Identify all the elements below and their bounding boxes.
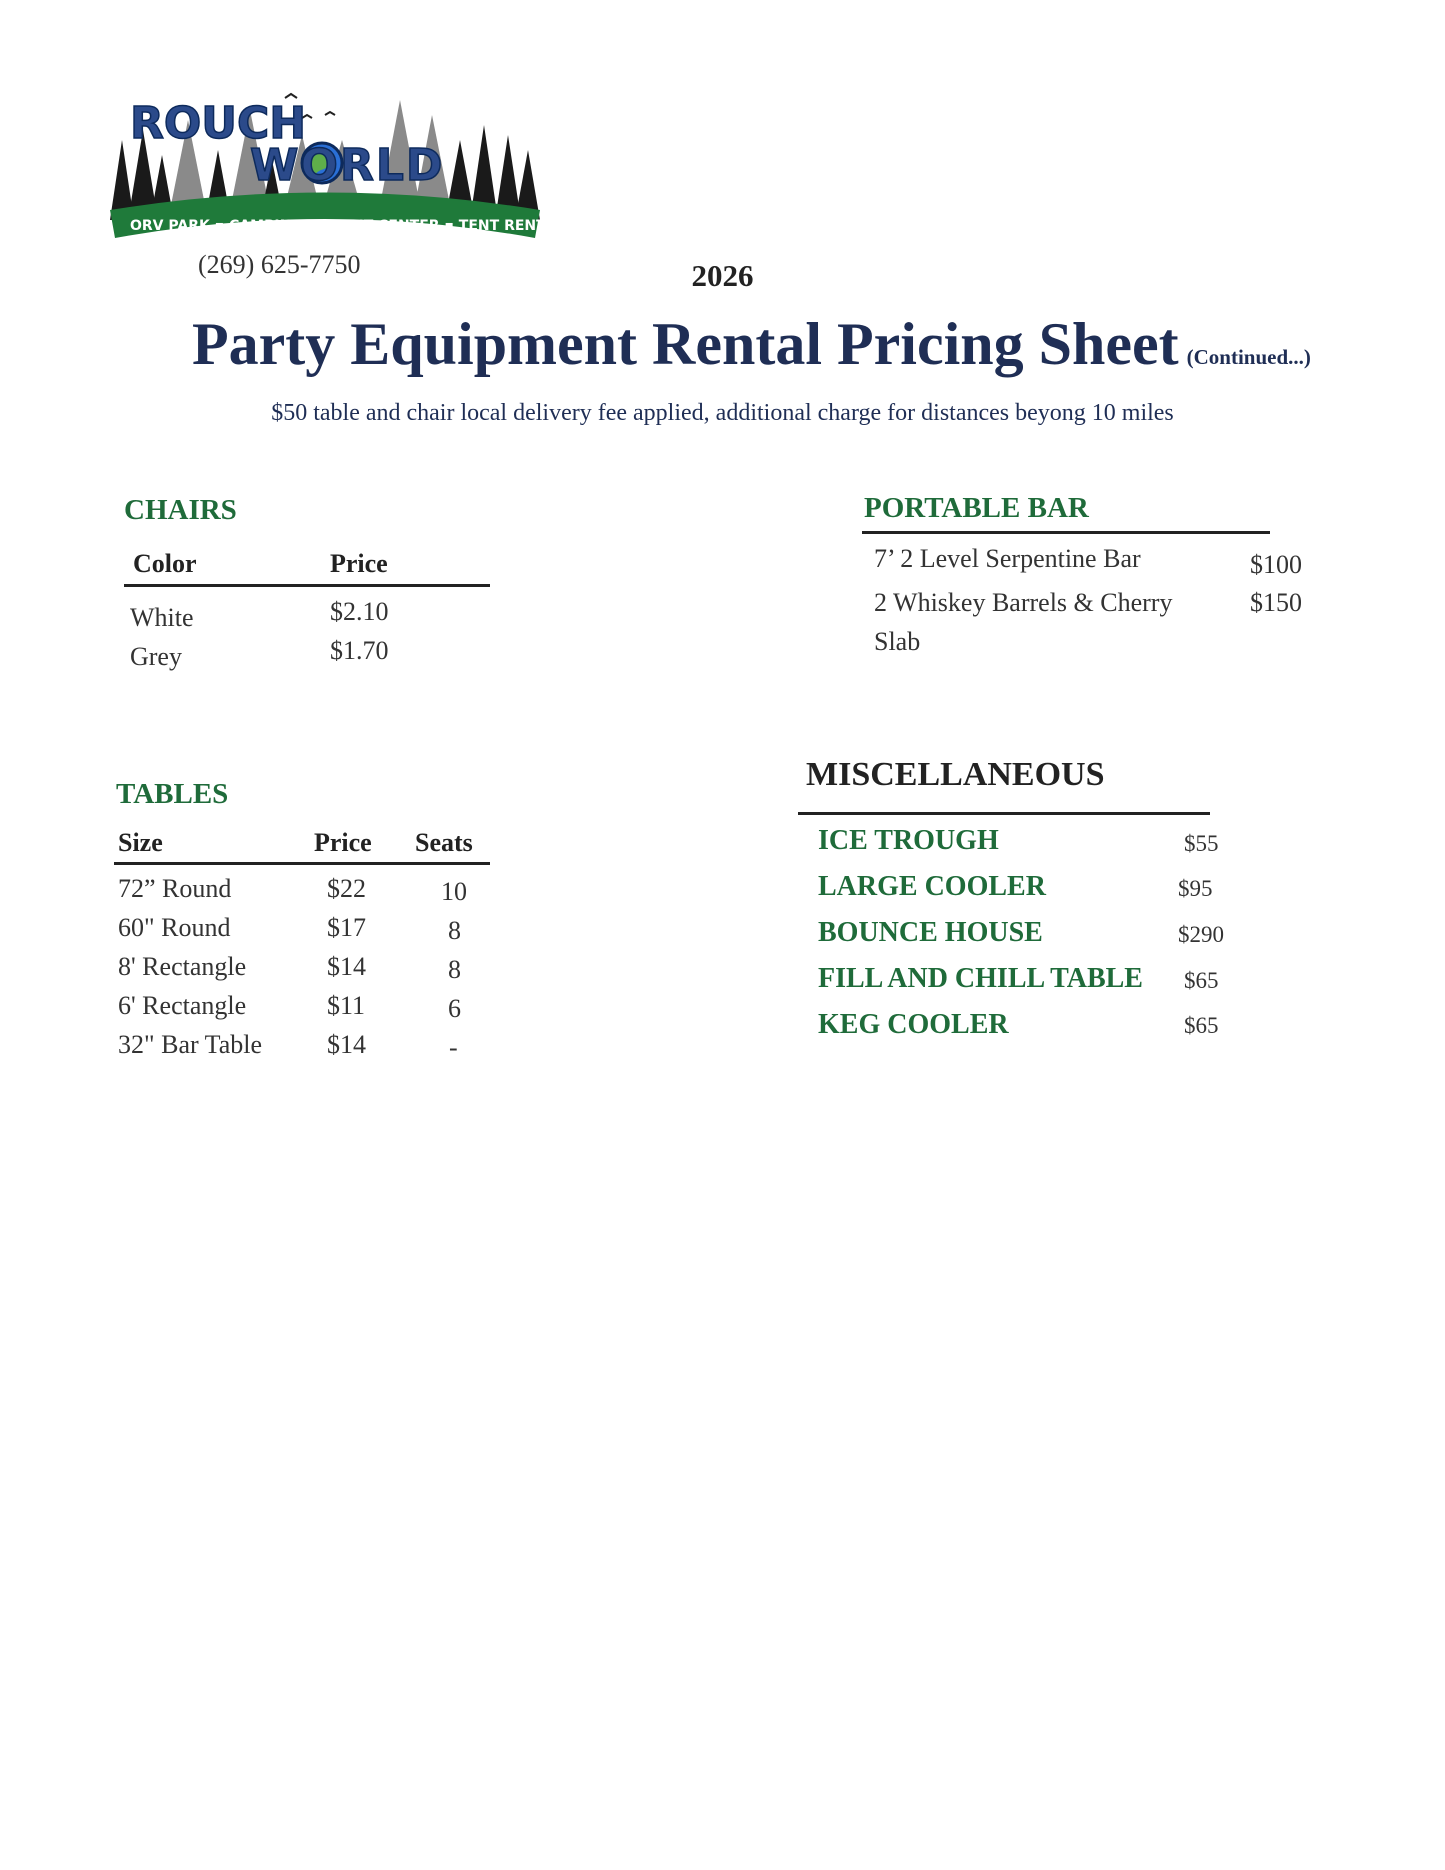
tables-row-price: $14 <box>327 952 366 981</box>
tables-row-seats: 6 <box>448 994 461 1023</box>
portable-bar-item: 7’ 2 Level Serpentine Bar <box>874 544 1141 573</box>
page-title-text: Party Equipment Rental Pricing Sheet <box>192 311 1179 377</box>
misc-price: $95 <box>1178 876 1213 901</box>
misc-price: $55 <box>1184 831 1219 856</box>
portable-bar-rule <box>862 531 1270 534</box>
tables-row-size: 60" Round <box>118 913 231 942</box>
tables-row-seats: 10 <box>441 877 467 906</box>
chairs-row-color: White <box>130 603 194 632</box>
misc-rule <box>798 812 1210 815</box>
misc-price: $65 <box>1184 968 1219 993</box>
tables-col-size: Size <box>118 828 163 857</box>
tables-row-price: $22 <box>327 874 366 903</box>
company-logo <box>110 80 540 255</box>
chairs-col-color: Color <box>133 549 197 578</box>
tables-row-seats: - <box>449 1033 458 1062</box>
misc-heading: MISCELLANEOUS <box>806 756 1105 793</box>
tables-col-seats: Seats <box>415 828 473 857</box>
misc-item: KEG COOLER <box>818 1009 1009 1040</box>
year: 2026 <box>691 258 754 293</box>
tables-row-seats: 8 <box>448 916 461 945</box>
chairs-row-price: $2.10 <box>330 597 389 626</box>
misc-item: FILL AND CHILL TABLE <box>818 963 1143 994</box>
chairs-heading: CHAIRS <box>124 494 237 526</box>
tables-row-price: $11 <box>327 991 366 1020</box>
chairs-header-rule <box>124 584 490 587</box>
misc-item: ICE TROUGH <box>818 825 999 856</box>
logo-banner-text: ORV PARK ▪ CAMPING ▪ EVENT CENTER ▪ TENT RENTAL <box>130 218 540 234</box>
phone-number: (269) 625-7750 <box>198 250 361 279</box>
chairs-col-price: Price <box>330 549 388 578</box>
tables-row-size: 72” Round <box>118 874 232 903</box>
portable-bar-price: $150 <box>1250 588 1302 617</box>
misc-item: LARGE COOLER <box>818 871 1046 902</box>
chairs-row-price: $1.70 <box>330 636 389 665</box>
misc-price: $65 <box>1184 1013 1219 1038</box>
continued-note: (Continued...) <box>1186 345 1311 369</box>
tables-heading: TABLES <box>116 778 229 810</box>
page-title <box>192 310 1311 379</box>
tables-row-price: $14 <box>327 1030 366 1059</box>
tables-row-size: 8' Rectangle <box>118 952 247 981</box>
misc-item: BOUNCE HOUSE <box>818 917 1043 948</box>
delivery-fee-note: $50 table and chair local delivery fee applied, additional charge for distances beyong 10 miles <box>271 400 1174 426</box>
tables-col-price: Price <box>314 828 372 857</box>
misc-price: $290 <box>1178 922 1224 947</box>
portable-bar-heading: PORTABLE BAR <box>864 492 1089 524</box>
logo-graphic <box>110 80 540 255</box>
tables-row-size: 32" Bar Table <box>118 1030 263 1059</box>
portable-bar-item-cont: Slab <box>874 627 921 656</box>
logo-text-line1: ROUCH <box>130 98 307 149</box>
tables-header-rule <box>114 862 490 865</box>
tables-row-price: $17 <box>327 913 366 942</box>
portable-bar-price: $100 <box>1250 550 1302 579</box>
tables-row-seats: 8 <box>448 955 461 984</box>
tables-row-size: 6' Rectangle <box>118 991 247 1020</box>
chairs-row-color: Grey <box>130 642 182 671</box>
logo-text-line2: WORLD <box>250 140 445 191</box>
portable-bar-item: 2 Whiskey Barrels & Cherry <box>874 588 1173 617</box>
